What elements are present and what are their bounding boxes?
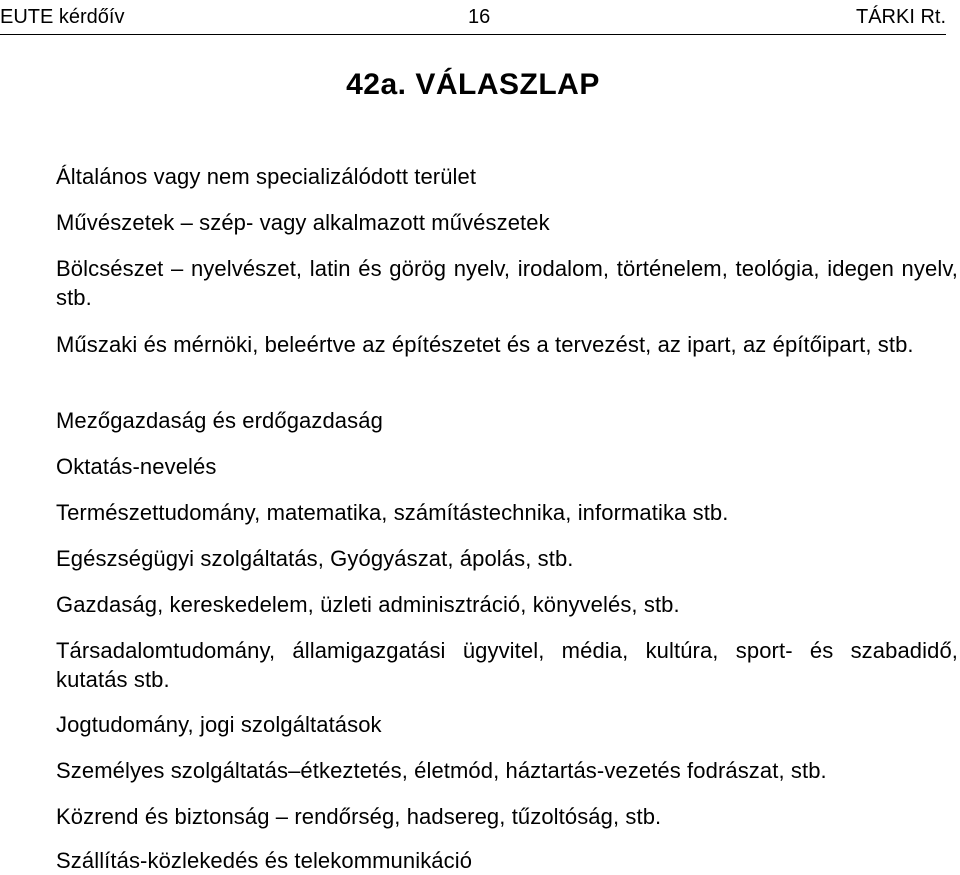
list-item: Műszaki és mérnöki, beleértve az építészetet és a tervezést, az ipart, az építőipart, stb.	[56, 332, 914, 357]
list-item: Egészségügyi szolgáltatás, Gyógyászat, ápolás, stb.	[56, 546, 574, 571]
list-item: Általános vagy nem specializálódott terület	[56, 164, 477, 189]
page-header	[0, 4, 946, 35]
list-item: Mezőgazdaság és erdőgazdaság	[56, 408, 383, 433]
header-right-text: TÁRKI Rt.	[855, 6, 946, 28]
header-left-text: EUTE kérdőív	[0, 6, 125, 28]
list-item: Bölcsészet – nyelvészet, latin és görög nyelv, irodalom, történelem, teológia, idegen nyelv, stb.	[56, 256, 958, 310]
list-item: Társadalomtudomány, államigazgatási ügyvitel, média, kultúra, sport- és szabadidő, kutatás stb.	[56, 638, 958, 692]
list-item: Természettudomány, matematika, számítástechnika, informatika stb.	[56, 500, 729, 525]
list-item: Jogtudomány, jogi szolgáltatások	[56, 712, 382, 737]
list-item: Személyes szolgáltatás–étkeztetés, életmód, háztartás-vezetés fodrászat, stb.	[56, 758, 827, 783]
list-item: Szállítás-közlekedés és telekommunikáció	[56, 848, 473, 873]
page-title: 42a. VÁLASZLAP	[346, 68, 600, 101]
list-item: Közrend és biztonság – rendőrség, hadsereg, tűzoltóság, stb.	[56, 804, 662, 829]
page-number: 16	[468, 6, 491, 28]
list-item: Művészetek – szép- vagy alkalmazott művészetek	[56, 210, 550, 235]
list-item: Oktatás-nevelés	[56, 454, 217, 479]
list-item: Gazdaság, kereskedelem, üzleti adminisztráció, könyvelés, stb.	[56, 592, 680, 617]
